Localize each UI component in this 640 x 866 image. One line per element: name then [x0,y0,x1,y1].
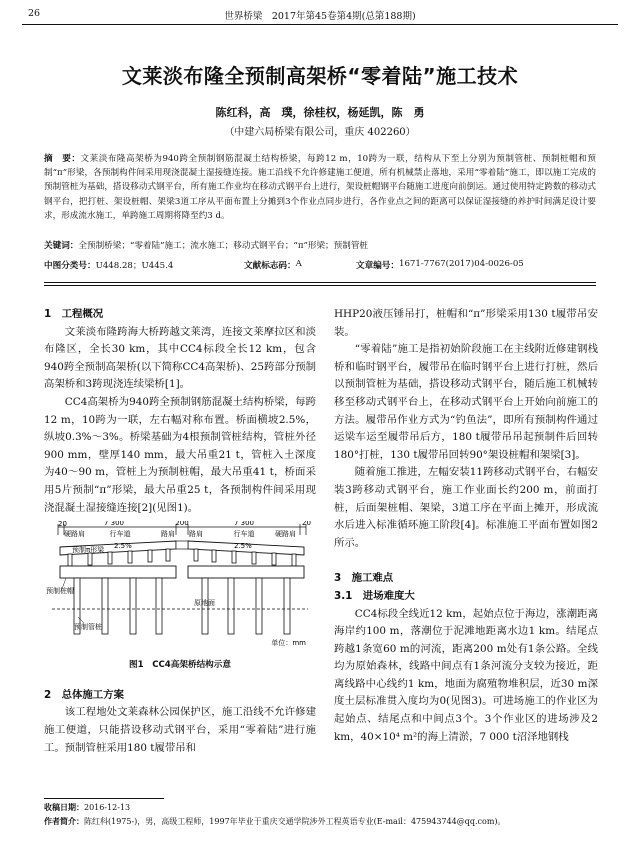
median-joint [176,541,188,549]
label-lane-right: 行车道 [233,530,255,539]
label-hard-shoulder-left: 硬路肩 [64,530,85,539]
label-pile-cap: 预制桩帽 [46,587,74,596]
author-bio [44,816,610,827]
section-2-paragraph-2: “零着陆”施工是指初始阶段施工在主线附近修建钢栈桥和临时钢平台，履带吊在临时钢平台上进行打桩，然后以预制管桩为基础，搭设移动式钢平台，随后施工机械转移至移动式钢平台上，在移动式钢平台上开始向前施工的方法。履带吊作业方式为“钓鱼法”，即所有预制构件通过运梁车运至履带吊后方，180 t履带吊吊起预制件后回转180°打桩，130 t履带吊回转90°架设桩帽和架梁[3]。 [334,343,598,461]
journal-info: 世界桥梁 2017年第45卷第4期(总第188期) [224,11,416,22]
dim-5: 20 [302,521,311,528]
section-2-heading: 2 总体施工方案 [44,688,124,701]
received-label: 收稿日期： [44,803,84,812]
author-bio-text: 陈红科(1975-)，男，高级工程师，1997年毕业于重庆交通学院涉外工程英语专业(E-mail：475943744@qq.com)。 [84,817,506,826]
section-1-paragraph-2: CC4高架桥为940跨全预制钢筋混凝土结构桥梁，每跨12 m，10跨为一联，左右幅对称布置。桥面横坡2.5%，纵坡0.3%～3%。桥梁基础为4根预制管桩结构，管桩外径900 mm，壁厚140 mm，最大吊重21 t，管桩入土深度为40～90 m，管桩上为预制桩帽，最大吊重41 t，桥面采用5片预制“π”形梁，最大吊重25 t，各预制构件间采用现浇混凝土湿接缝连接[2](见图1)。 [44,395,316,514]
section-2-paragraph-3: 随着施工推进，左幅安装11跨移动式钢平台，右幅安装3跨移动式钢平台，施工作业面长约200 m，前面打桩，后面架桩帽、架梁，3道工序在平面上摊开，形成流水后进入标准循环施工阶段[4]。标准施工平面布置如图2所示。 [334,466,598,549]
label-hard-shoulder-right: 硬路肩 [275,530,296,539]
author-bio-label: 作者简介： [44,817,84,826]
section-3-heading: 3 施工难点 [334,572,394,585]
article-no-label: 文章编号： [356,261,399,271]
section-3-1-heading: 3.1 进场难度大 [334,589,415,602]
dim-2: 7 300 [103,521,125,528]
page-number: 26 [28,8,41,19]
keywords-label: 关键词： [44,241,79,251]
pile-cap-left [60,566,176,578]
slope-right: 2.5% [234,542,252,551]
dim-3: 200 [175,521,189,528]
doc-code-value: A [295,259,302,269]
article-no-value: 1671-7767(2017)04-0026-05 [398,259,524,269]
abstract [44,152,596,223]
label-shoulder-right: 路肩 [189,530,203,539]
received-value: 2016-12-13 [84,803,131,812]
dim-1: 20 [58,521,67,529]
classification-line [44,259,596,273]
doc-code-label: 文献标志码： [244,261,296,271]
author-list: 陈红科，高 璞，徐桂权，杨延凯，陈 勇 [215,106,425,119]
section-2-paragraph-1: 该工程地处文莱森林公园保护区，施工沿线不允许修建施工便道，只能搭设移动式钢平台，采用“零着陆”进行施工。预制管桩采用180 t履带吊和 [44,706,316,754]
header-rule [22,24,618,25]
left-column [44,306,316,757]
clc-value: U448.28；U445.4 [95,261,174,271]
keywords [44,240,596,253]
footnote-rule [44,798,164,799]
label-pile: 预制管桩 [74,623,102,632]
label-shoulder-left: 路肩 [161,530,175,539]
running-header [22,8,618,24]
slope-left: 2.5% [114,542,132,551]
keywords-text: 全预制桥梁；“零着陆”施工；流水施工；移动式钢平台；“π”形梁；预制管桩 [78,241,369,251]
pile-cap-right [188,566,304,578]
figure-1-bridge-section [44,521,316,649]
section-3-1-paragraph-1: CC4标段全线近12 km，起始点位于海边，涨潮距离海岸约100 m，落潮位于泥滩地距离水边1 km。结尾点跨越1条宽60 m的河流，距离200 m处有1条公路。全线均为原始森林，线路中间点有1条河流分支较为接近，距离线路中心线约1 km，地面为腐殖物堆积层，近30 m深度土层标准贯入度均为0(见图3)。可进场施工的作业区为起始点、结尾点和中间点3个。3个作业区的进场涉及2 km，40×10⁴ m²的海上清淤，7 000 t沼泽地钢栈 [334,607,598,743]
unit-label: 单位：mm [271,639,306,648]
label-ground: 原地面 [194,599,215,608]
section-1-heading: 1 工程概况 [44,308,104,320]
dim-4: 7 300 [233,521,255,528]
received-date [44,802,610,813]
abstract-label: 摘 要： [44,154,81,164]
section-2-paragraph-1-continued: HHP20液压锤吊打，桩帽和“π”形梁采用130 t履带吊安装。 [334,308,598,338]
right-column [334,306,598,746]
abstract-rule-bottom [44,285,596,286]
affiliation: （中建六局桥梁有限公司，重庆 402260） [224,127,416,138]
piles [74,578,290,634]
paper-title: 文莱淡布隆全预制高架桥“零着陆”施工技术 [121,64,519,88]
label-lane-left: 行车道 [109,530,131,539]
abstract-rule-top [44,282,596,283]
section-1-paragraph-1: 文莱淡布隆跨海大桥跨越文莱湾，连接文莱摩拉区和淡布隆区，全长30 km，其中CC4标段全长12 km，包含940跨全预制高架桥(以下简称CC4高架桥)、25跨部分预制高架桥和3跨现浇连续梁桥[1]。 [44,325,316,391]
abstract-text: 文莱淡布隆高架桥为940跨全预制钢筋混凝土结构桥梁，每跨12 m，10跨为一联，结构从下至上分别为预制管桩、预制桩帽和预制“π”形梁，各预制构件间采用现浇混凝土湿接缝连接。施工沿线不允许修建施工便道，所有机械禁止落地，采用“零着陆”施工，即以施工完成的预制管桩为基础，搭设移动式钢平台，所有施工作业均在移动式钢平台上进行，架设桩帽钢平台随施工进度向前倒运。通过使用特定跨数的移动式钢平台，把打桩、架设桩帽、架梁3道工序从平面布置上分摊到3个作业点同步进行，各作业点之间的距离可以保证湿接缝的养护时间满足设计要求，形成流水施工，单跨施工周期将降至约3 d。 [44,154,596,221]
clc-label: 中图分类号： [44,261,96,271]
figure-1-caption: 图1 CC4高架桥结构示意 [129,659,231,670]
label-pi-beam: 预制π形梁 [72,546,105,555]
